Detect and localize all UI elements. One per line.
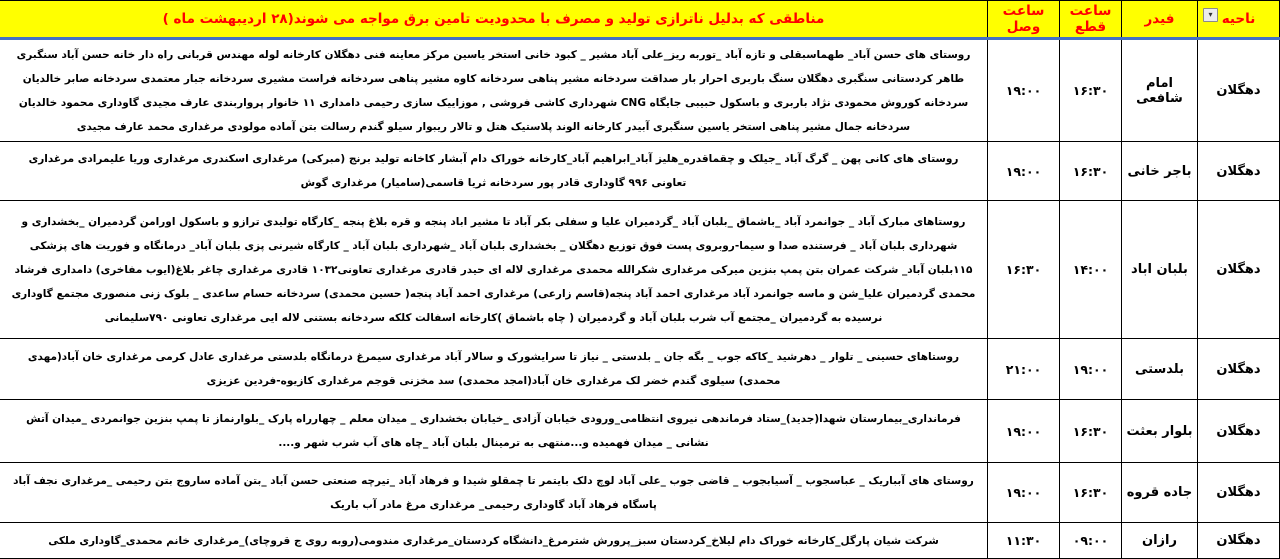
feeder-cell: بلوار بعثت (1122, 400, 1198, 463)
table-row (0, 201, 1280, 339)
column-header-region (1198, 1, 1280, 39)
area-cell: روستای های آبباریک _ عباسجوب _ آسیابجوب _ قاضی جوب _علی آباد لوچ دلک بایتمر تا چمقلو شیدا و فرهاد آباد _تیرچه صنعتی حسن آباد _بتن آماده ساروج بتن رحیمی _مرغداری نجف آباد پاسگاه فرهاد آباد گاوداری رحیمی_ مرغداری مرغ مادر آب باریک (0, 463, 988, 523)
cut-time-cell: ۱۶:۳۰ (1060, 400, 1122, 463)
feeder-cell: بلدستی (1122, 339, 1198, 400)
reconnect-time-cell: ۱۹:۰۰ (988, 39, 1060, 142)
area-cell: روستاهای حسینی _ تلوار _ دهرشید _کاکه جوب _ بگه جان _ بلدستی _ نیاز تا سرایشورک و سالار آباد مرغداری سیمرغ درمانگاه بلدستی مرغداری عادل کرمی مرغداری خان آباد(مهدی محمدی) سیلوی گندم خضر لک مرغداری خان آباد(امجد محمدی) سد مخزنی قوجم مرغداری کازیوه-فردین عزیزی (0, 339, 988, 400)
area-cell: فرمانداری_بیمارستان شهدا(جدید)_ستاد فرماندهی نیروی انتظامی_ورودی خیابان آزادی _خیابان بخشداری _ میدان معلم _ چهارراه پارک _بلوارنماز تا پمپ بنزین جوانمردی _میدان آتش نشانی _ میدان فهمیده و...منتهی به ترمینال بلبان آباد _چاه های آب شرب شهر و.... (0, 400, 988, 463)
table-row (0, 39, 1280, 142)
area-cell: روستاهای مبارک آباد _ جوانمرد آباد _باشماق _بلبان آباد _گردمیران علیا و سفلی بکر آباد تا مشیر اباد پنجه و قره بلاغ پنجه _کارگاه تولیدی ترازو و باسکول اورامن گردمیران _بخشداری و شهرداری بلبان آباد _ فرستنده صدا و سیما-روبروی پست فوق توزیع دهگلان _ بخشداری بلبان آباد _شهرداری بلبان آباد _ کارگاه شیرنی پزی بلبان آباد_ درمانگاه و فوریت های پزشکی ۱۱۵بلبان آباد_ شرکت عمران بتن پمپ بنزین میرکی مرغداری شکرالله محمدی مرغداری لاله ای حیدر قادری مرغداری تعاونی۱۰۳۲ قادری مرغداری چاغر بلاغ(ایوب مفاخری) دامداری فرشاد محمدی گردمیران علیا_شن و ماسه جوانمرد آباد مرغداری احمد آباد پنجه(قاسم زارعی) مرغداری احمد آباد پنجه( حسین محمدی) سردخانه حسام ساعدی _ بلوک زنی منصوری مجتمع گاوداری نرسیده به گردمیران _مجتمع آب شرب بلبان آباد و گردمیران ( چاه باشماق )کارخانه اسفالت کلکه سردخانه بستنی لاله ایی مرغداری تعاونی ۷۹۰سلیمانی (0, 201, 988, 339)
cut-time-cell: ۱۴:۰۰ (1060, 201, 1122, 339)
table-header-row (0, 1, 1280, 39)
feeder-cell: جاده قروه (1122, 463, 1198, 523)
feeder-cell: امام شافعی (1122, 39, 1198, 142)
table-row (0, 523, 1280, 559)
reconnect-time-cell: ۱۹:۰۰ (988, 463, 1060, 523)
table-row (0, 400, 1280, 463)
area-cell: شرکت شیان پارگل_کارخانه خوراک دام لیلاخ_کردستان سبز_پرورش شترمرغ_دانشگاه کردستان_مرغداری مندومی(روبه روی ج قروچای)_مرغداری خانم محمدی_گاوداری ملکی (0, 523, 988, 559)
table-row (0, 339, 1280, 400)
table-row (0, 463, 1280, 523)
region-cell: دهگلان (1198, 142, 1280, 201)
region-cell: دهگلان (1198, 400, 1280, 463)
autofilter-dropdown-icon[interactable]: ▾ (1203, 8, 1218, 22)
cut-time-cell: ۱۹:۰۰ (1060, 339, 1122, 400)
column-header-cut-time: ساعت قطع (1060, 1, 1122, 39)
column-header-feeder: فیدر (1122, 1, 1198, 39)
region-cell: دهگلان (1198, 39, 1280, 142)
region-cell: دهگلان (1198, 463, 1280, 523)
region-cell: دهگلان (1198, 339, 1280, 400)
area-cell: روستای های کانی پهن _ گرگ آباد _جیلک و چقماقدره_هلیز آباد_ابراهیم آباد_کارخانه خوراک دام آبشار کاخانه تولید برنج (مبرکی) مرغداری اسکندری مرغداری وریا علیمرادی مرغداری تعاونی ۹۹۶ گاوداری قادر پور سردخانه ثریا قاسمی(سامیار) مرغداری گوش (0, 142, 988, 201)
cut-time-cell: ۰۹:۰۰ (1060, 523, 1122, 559)
feeder-cell: رازان (1122, 523, 1198, 559)
reconnect-time-cell: ۱۹:۰۰ (988, 400, 1060, 463)
reconnect-time-cell: ۲۱:۰۰ (988, 339, 1060, 400)
region-cell: دهگلان (1198, 523, 1280, 559)
feeder-cell: باجر خانی (1122, 142, 1198, 201)
feeder-cell: بلبان اباد (1122, 201, 1198, 339)
region-cell: دهگلان (1198, 201, 1280, 339)
reconnect-time-cell: ۱۹:۰۰ (988, 142, 1060, 201)
reconnect-time-cell: ۱۱:۳۰ (988, 523, 1060, 559)
column-header-reconnect-time: ساعت وصل (988, 1, 1060, 39)
reconnect-time-cell: ۱۶:۳۰ (988, 201, 1060, 339)
page-title: مناطقی که بدلیل ناترازی تولید و مصرف با محدودیت تامین برق مواجه می شوند(۲۸ اردیبهشت ماه ) (0, 1, 988, 39)
cut-time-cell: ۱۶:۳۰ (1060, 39, 1122, 142)
cut-time-cell: ۱۶:۳۰ (1060, 463, 1122, 523)
table-row (0, 142, 1280, 201)
cut-time-cell: ۱۶:۳۰ (1060, 142, 1122, 201)
area-cell: روستای های حسن آباد_ طهماسبقلی و تازه آباد _توربه ریز_علی آباد مشیر _ کبود خانی استخر یاسین مرکز معاینه فنی دهگلان کارخانه لوله مهندس قربانی راه دار خانه حسن آباد سنگبری طاهر کردستانی سنگبری دهگلان سنگ باربری احرار بار صداقت سردخانه مشیر پناهی سردخانه کاوه مشیر پناهی سردخانه فراست مشیری سردخانه جبار معتمدی سردخانه صابر خالدیان سردخانه کوروش محمودی نژاد باربری و باسکول حبیبی جایگاه CNG شهرداری کاشی فروشی , موزاییک سازی رحیمی دامداری ۱۱ خانوار پرواربندی عارف مجیدی گاوداری محمود خالدیان سردخانه جمال مشیر پناهی استخر یاسین سنگبری آبیدر کارخانه الوند پلاستیک هتل و تالار ریبوار سیلو گندم رسالت بتن آماده مولودی مرغداری محمد عارف مجیدی (0, 39, 988, 142)
region-header-label: ناحیه (1221, 11, 1256, 27)
